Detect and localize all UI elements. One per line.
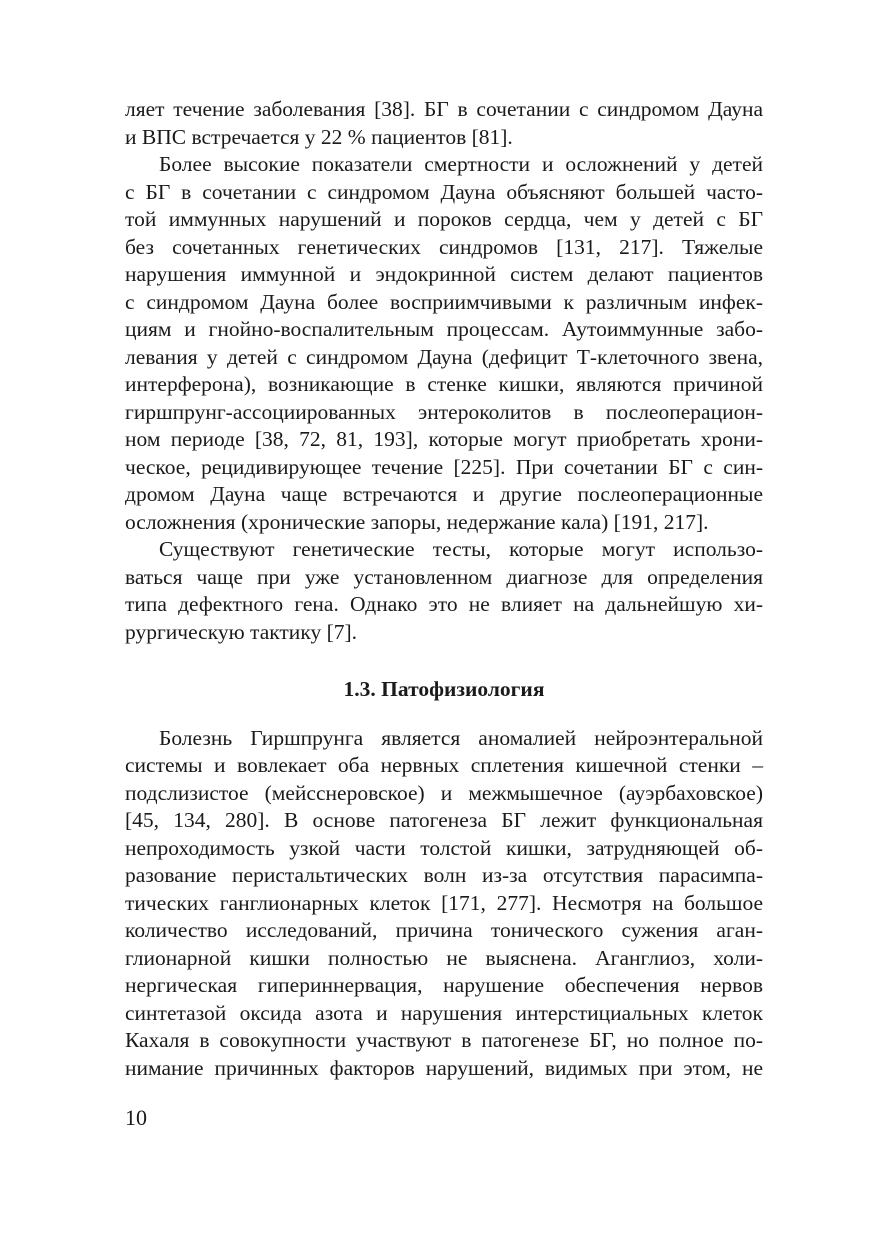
- text-line: рургическую тактику [7].: [125, 619, 358, 644]
- text-line: без сочетанных генетических синдромов [131, 217]. Тяжелые: [125, 234, 763, 259]
- text-line: нарушения иммунной и эндокринной систем делают пациентов: [125, 262, 763, 286]
- text-line: типа дефектного гена. Однако это не влияет на дальнейшую хи-: [125, 592, 763, 616]
- text-line: [45, 134, 280]. В основе патогенеза БГ лежит функциональная: [125, 808, 763, 832]
- text-line: той иммунных нарушений и пороков сердца, чем у детей с БГ: [125, 207, 763, 231]
- paragraph-4: [125, 725, 763, 1083]
- text-line: тических ганглионарных клеток [171, 277]. Несмотря на большое: [125, 890, 763, 915]
- paragraph-3: [125, 536, 763, 646]
- text-line: разование перистальтических волн из-за отсутствия парасимпа-: [125, 863, 763, 887]
- text-line: дромом Дауна чаще встречаются и другие послеоперационные: [125, 482, 763, 506]
- page-number: 10: [125, 1105, 147, 1130]
- text-line: осложнения (хронические запоры, недержание кала) [191, 217].: [125, 509, 709, 534]
- text-line: нергическая гипериннервация, нарушение обеспечения нервов: [125, 973, 763, 997]
- text-line: количество исследований, причина тонического сужения аган-: [125, 918, 763, 942]
- text-line: глионарной кишки полностью не выяснена. Аганглиоз, холи-: [125, 945, 763, 970]
- text-line: с синдромом Дауна более восприимчивыми к различным инфек-: [125, 289, 763, 314]
- text-line: системы и вовлекает оба нервных сплетения кишечной стенки –: [125, 753, 763, 777]
- text-line: с БГ в сочетании с синдромом Дауна объясняют большей часто-: [125, 179, 763, 204]
- text-line: интерферона), возникающие в стенке кишки, являются причиной: [125, 372, 763, 396]
- text-line: Более высокие показатели смертности и осложнений у детей: [159, 152, 763, 176]
- text-line: ном периоде [38, 72, 81, 193], которые могут приобретать хрони-: [125, 427, 763, 451]
- text-line: нимание причинных факторов нарушений, видимых при этом, не: [125, 1055, 763, 1080]
- text-line: левания у детей с синдромом Дауна (дефицит Т-клеточного звена,: [125, 344, 763, 369]
- text-line: непроходимость узкой части толстой кишки, затрудняющей об-: [125, 835, 763, 860]
- text-line: подслизистое (мейсснеровское) и межмышечное (ауэрбаховское): [125, 780, 763, 805]
- text-line: ляет течение заболевания [38]. БГ в сочетании с синдромом Дауна: [125, 97, 763, 121]
- text-line: и ВПС встречается у 22 % пациентов [81].: [125, 124, 513, 149]
- text-line: гиршпрунг-ассоциированных энтероколитов в послеоперацион-: [125, 399, 763, 424]
- text-line: ваться чаще при уже установленном диагнозе для определения: [125, 564, 763, 589]
- paragraph-1: [125, 96, 763, 151]
- text-line: циям и гнойно-воспалительным процессам. Аутоиммунные забо-: [125, 317, 763, 341]
- text-line: ческое, рецидивирующее течение [225]. При сочетании БГ с син-: [125, 454, 763, 479]
- section-heading: 1.3. Патофизиология: [343, 677, 545, 701]
- page-body: [125, 96, 763, 1082]
- text-line: Кахаля в совокупности участвуют в патогенезе БГ, но полное по-: [125, 1028, 763, 1052]
- text-line: синтетазой оксида азота и нарушения интерстициальных клеток: [125, 1000, 763, 1025]
- paragraph-2: [125, 151, 763, 536]
- text-line: Болезнь Гиршпрунга является аномалией нейроэнтеральной: [159, 725, 763, 750]
- text-line: Существуют генетические тесты, которые могут использо-: [159, 537, 763, 561]
